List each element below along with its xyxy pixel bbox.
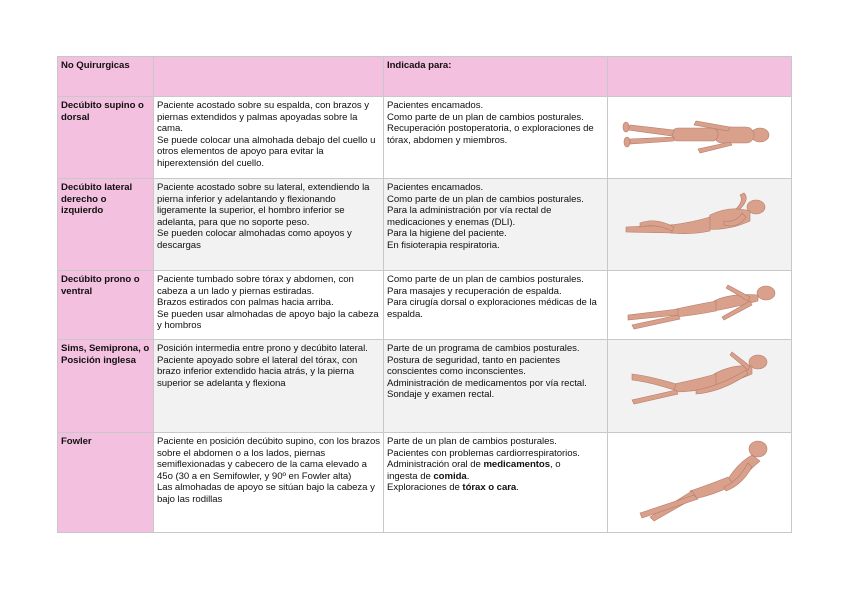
position-description: Paciente acostado sobre su espalda, con brazos y piernas extendidos y palmas apoyadas sobre la cama. Se puede colocar una almohada debajo del cuello u otros elementos de apoyo para evitar la hiperextensión del cuello.: [157, 100, 376, 169]
position-indication: Como parte de un plan de cambios posturales. Para masajes y recuperación de espalda. Para cirugía dorsal o exploraciones médicas de la espalda.: [387, 274, 597, 320]
fowler-indication-line-1: Parte de un plan de cambios posturales.: [387, 436, 557, 447]
position-name: Sims, Semiprona, o Posición inglesa: [58, 340, 154, 433]
fowler-figure: [610, 433, 790, 531]
sims-figure: [610, 340, 790, 430]
position-description: Paciente tumbado sobre tórax y abdomen, con cabeza a un lado y piernas estiradas. Brazos estirados con palmas hacia arriba. Se pueden usar almohadas de apoyo bajo la cabeza y hombros: [157, 274, 379, 332]
position-name: Decúbito supino o dorsal: [58, 97, 154, 179]
positions-table: [57, 56, 792, 533]
table-header-row: [58, 57, 792, 97]
fowler-indication-line-2: Pacientes con problemas cardiorrespiratorios.: [387, 447, 580, 459]
prone-figure: [610, 271, 790, 339]
fowler-indication-line-3: Administración oral de medicamentos, o: [387, 459, 561, 471]
table-row: [58, 340, 792, 433]
header-cell-figure: [608, 57, 792, 97]
position-name: Decúbito lateral derecho o izquierdo: [58, 179, 154, 271]
fowler-indication-line-4: ingesta de comida.: [387, 470, 470, 482]
table-row: [58, 179, 792, 271]
position-description: Paciente en posición decúbito supino, con los brazos sobre el abdomen o a los lados, piernas semiflexionadas y cabecero de la cama elevado a 45o (30 a en Semifowler, y 90º en Fowler alta) Las almohadas de apoyo se sitúan bajo la cabeza y bajo las rodillas: [157, 436, 380, 505]
header-cell-description: [154, 57, 384, 97]
table-row: [58, 433, 792, 533]
fowler-indication-line-5: Exploraciones de tórax o cara.: [387, 482, 519, 494]
header-cell-name: No Quirurgicas: [58, 57, 154, 97]
table-row: [58, 97, 792, 179]
position-indication: Parte de un programa de cambios posturales. Postura de seguridad, tanto en pacientes conscientes como inconscientes. Administración de medicamentos por vía rectal. Sondaje y examen rectal.: [387, 343, 587, 401]
position-indication: Pacientes encamados. Como parte de un plan de cambios posturales. Para la administración por vía rectal de medicaciones y enemas (DLI). Para la higiene del paciente. En fisioterapia respiratoria.: [387, 182, 584, 251]
header-cell-indication: Indicada para:: [384, 57, 608, 97]
position-name: Fowler: [58, 433, 154, 533]
position-name: Decúbito prono o ventral: [58, 271, 154, 340]
position-description: Posición intermedia entre prono y decúbito lateral. Paciente apoyado sobre el lateral del tórax, con brazo inferior extendido hacia atrás, y la pierna superior se adelanta y flexiona: [157, 343, 368, 389]
lateral-figure: [610, 179, 790, 269]
position-indication: Pacientes encamados. Como parte de un plan de cambios posturales. Recuperación postoperatoria, o exploraciones de tórax, abdomen y miembros.: [387, 100, 594, 146]
supine-figure: [610, 97, 790, 177]
table-row: [58, 271, 792, 340]
position-description: Paciente acostado sobre su lateral, extendiendo la pierna inferior y adelantando y flexionando ligeramente la superior, el hombro inferior se adelanta, para que no soporte peso. Se pueden colocar almohadas como apoyos y descargas: [157, 182, 370, 251]
